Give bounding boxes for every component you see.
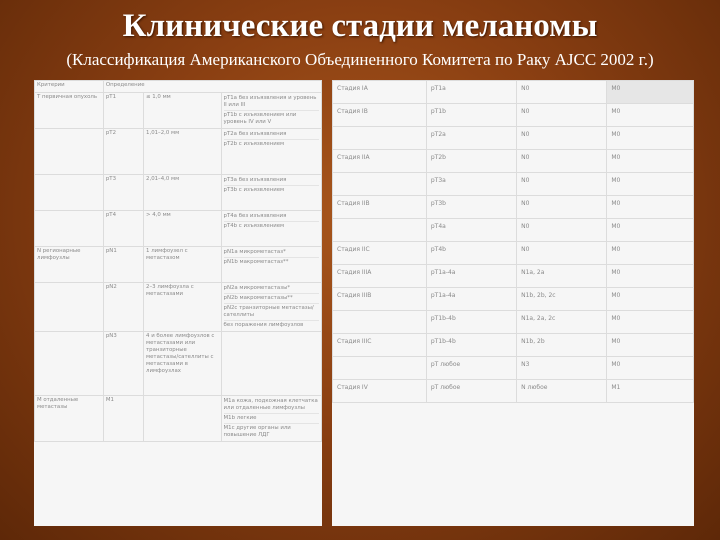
table-cell <box>221 93 321 129</box>
table-cell <box>35 211 104 247</box>
table-cell <box>221 129 321 175</box>
table-cell: 1 лимфоузел с метастазом <box>144 247 221 283</box>
subcategory-line: pT1b с изъязвлением или уровень IV или V <box>223 112 297 125</box>
table-cell <box>35 129 104 175</box>
stage-cell-stage: Стадия IA <box>333 81 427 104</box>
stage-cell-t: pT4b <box>426 242 516 265</box>
table-cell <box>221 247 321 283</box>
table-cell: 2–3 лимфоузла с метастазами <box>144 283 221 332</box>
stage-row <box>333 127 694 150</box>
stage-cell-n: N1b, 2b, 2c <box>517 288 607 311</box>
header-cell: Определение <box>103 81 321 93</box>
subcategory-line: M1b легкие <box>224 414 319 424</box>
table-cell: 1,01–2,0 мм <box>144 129 221 175</box>
table-cell: 2,01–4,0 мм <box>144 175 221 211</box>
subcategory-line: M1a кожа, подкожная клетчатка или отдаленные лимфоузлы <box>224 397 319 414</box>
table-row <box>35 129 322 175</box>
stage-row <box>333 311 694 334</box>
subcategory-line: pN2a микрометастазы* <box>224 284 319 294</box>
table-cell <box>221 211 321 247</box>
subcategory-line: pT3a без изъязвления <box>224 176 319 186</box>
table-cell <box>35 332 104 396</box>
stage-cell-m: M0 <box>607 150 694 173</box>
subcategory-line: pT1a без изъязвления и уровень II или III <box>224 94 319 111</box>
tnm-criteria-table <box>34 80 322 526</box>
stage-cell-t: pT3b <box>426 196 516 219</box>
subcategory-line: pT4b с изъязвлением <box>223 223 285 229</box>
table-cell: pN1 <box>103 247 143 283</box>
stage-cell-n: N0 <box>517 127 607 150</box>
stage-cell-stage: Стадия IIIA <box>333 265 427 288</box>
table-cell: pT3 <box>103 175 143 211</box>
stage-row <box>333 242 694 265</box>
table-row <box>35 93 322 129</box>
subcategory-line: pN2b макрометастазы** <box>224 294 319 304</box>
stage-cell-stage <box>333 127 427 150</box>
stage-row <box>333 334 694 357</box>
table-cell <box>221 283 321 332</box>
stage-cell-stage <box>333 173 427 196</box>
stage-cell-stage: Стадия IV <box>333 380 427 403</box>
table-cell: ≤ 1,0 мм <box>144 93 221 129</box>
stage-cell-stage <box>333 311 427 334</box>
stage-cell-m: M0 <box>607 357 694 380</box>
stage-row <box>333 380 694 403</box>
subcategory-line: без поражения лимфоузлов <box>223 322 304 328</box>
stage-cell-stage <box>333 357 427 380</box>
stage-row <box>333 357 694 380</box>
stage-cell-t: pT2a <box>426 127 516 150</box>
table-cell: > 4,0 мм <box>144 211 221 247</box>
slide-title: Клинические стадии меланомы <box>122 8 598 44</box>
stage-row <box>333 219 694 242</box>
stage-row <box>333 81 694 104</box>
table-cell: M1 <box>103 396 143 442</box>
table-cell <box>221 396 321 442</box>
stage-cell-n: N1a, 2a, 2c <box>517 311 607 334</box>
table-cell <box>35 175 104 211</box>
stage-cell-t: pT1b-4b <box>426 311 516 334</box>
subcategory-line: pN1a микрометастаз* <box>224 248 319 258</box>
table-cell <box>221 175 321 211</box>
stage-cell-n: N любое <box>517 380 607 403</box>
stage-row <box>333 288 694 311</box>
stage-cell-t: pT1a <box>426 81 516 104</box>
stage-cell-n: N1a, 2a <box>517 265 607 288</box>
stage-row <box>333 196 694 219</box>
stage-cell-n: N3 <box>517 357 607 380</box>
stage-cell-stage: Стадия IIB <box>333 196 427 219</box>
table-row <box>35 247 322 283</box>
subcategory-line: pT2b с изъязвлением <box>223 141 285 147</box>
stage-cell-m: M0 <box>607 311 694 334</box>
stage-cell-m: M0 <box>607 196 694 219</box>
table-row <box>35 396 322 442</box>
stage-cell-stage: Стадия IIA <box>333 150 427 173</box>
stage-cell-t: pT1b <box>426 104 516 127</box>
stage-row <box>333 173 694 196</box>
subcategory-line: pN2c транзиторные метастазы/ сателлиты <box>224 304 319 321</box>
header-cell: Критерии <box>35 81 104 93</box>
table-header-row <box>35 81 322 93</box>
stage-cell-n: N0 <box>517 173 607 196</box>
stage-cell-stage: Стадия IIIB <box>333 288 427 311</box>
stage-cell-m: M0 <box>607 219 694 242</box>
subcategory-line: pN1b макрометастаз** <box>223 259 289 265</box>
stage-cell-m: M0 <box>607 127 694 150</box>
stage-cell-m: M0 <box>607 288 694 311</box>
table-cell <box>35 283 104 332</box>
stage-row <box>333 104 694 127</box>
stage-cell-n: N0 <box>517 81 607 104</box>
stage-cell-t: pT любое <box>426 380 516 403</box>
stage-cell-n: N0 <box>517 242 607 265</box>
subcategory-line: M1c другие органы или повышение ЛДГ <box>223 425 291 438</box>
stage-cell-m: M0 <box>607 242 694 265</box>
table-cell: pT1 <box>103 93 143 129</box>
stage-cell-m: M0 <box>607 104 694 127</box>
table-cell: pN2 <box>103 283 143 332</box>
table-cell: Т первичная опухоль <box>35 93 104 129</box>
table-row <box>35 175 322 211</box>
slide-subtitle: (Классификация Американского Объединенного Комитета по Раку AJCC 2002 г.) <box>66 50 654 69</box>
stage-cell-m: M0 <box>607 265 694 288</box>
stage-cell-stage: Стадия IB <box>333 104 427 127</box>
stage-cell-t: pT3a <box>426 173 516 196</box>
stage-cell-t: pT1b-4b <box>426 334 516 357</box>
stage-cell-n: N0 <box>517 196 607 219</box>
table-row <box>35 283 322 332</box>
stage-cell-n: N1b, 2b <box>517 334 607 357</box>
clinical-stages-table <box>332 80 694 526</box>
stage-cell-m: M1 <box>607 380 694 403</box>
stage-row <box>333 265 694 288</box>
table-cell: pT4 <box>103 211 143 247</box>
table-row <box>35 332 322 396</box>
stage-row <box>333 150 694 173</box>
table-cell <box>144 396 221 442</box>
table-cell: 4 и более лимфоузлов с метастазами или транзиторные метастазы/сателлиты с метастазами в лимфоузлах <box>144 332 221 396</box>
stage-cell-m: M0 <box>607 81 694 104</box>
stage-cell-t: pT1a-4a <box>426 265 516 288</box>
subcategory-line: pT4a без изъязвления <box>224 212 319 222</box>
table-cell: pT2 <box>103 129 143 175</box>
table-cell: N регионарные лимфоузлы <box>35 247 104 283</box>
stage-cell-t: pT любое <box>426 357 516 380</box>
subcategory-line: pT3b с изъязвлением <box>223 187 285 193</box>
stage-cell-n: N0 <box>517 150 607 173</box>
stage-cell-t: pT2b <box>426 150 516 173</box>
stage-cell-m: M0 <box>607 173 694 196</box>
table-row <box>35 211 322 247</box>
stage-cell-stage: Стадия IIIC <box>333 334 427 357</box>
stage-cell-n: N0 <box>517 104 607 127</box>
table-cell <box>221 332 321 396</box>
subcategory-line: pT2a без изъязвления <box>224 130 319 140</box>
stage-cell-n: N0 <box>517 219 607 242</box>
stage-cell-m: M0 <box>607 334 694 357</box>
stage-cell-stage: Стадия IIC <box>333 242 427 265</box>
stage-cell-stage <box>333 219 427 242</box>
stage-cell-t: pT4a <box>426 219 516 242</box>
table-cell: М отдаленные метастазы <box>35 396 104 442</box>
table-cell: pN3 <box>103 332 143 396</box>
stage-cell-t: pT1a-4a <box>426 288 516 311</box>
